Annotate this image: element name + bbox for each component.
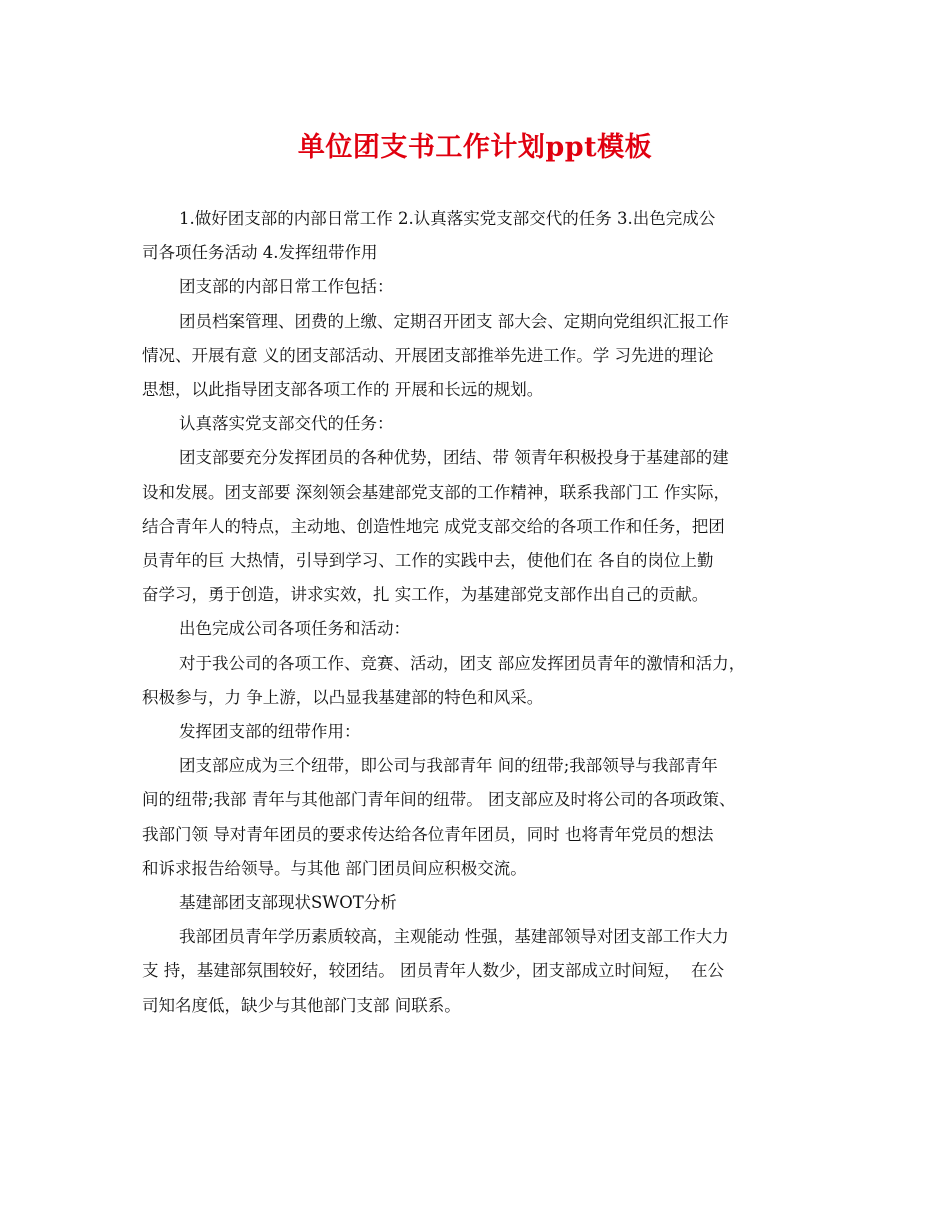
paragraph <box>142 886 812 920</box>
paragraph-line: 奋学习，勇于创造，讲求实效，扎 实工作，为基建部党支部作出自己的贡献。 <box>142 585 709 605</box>
paragraph-line: 对于我公司的各项工作、竞赛、活动，团支 部应发挥团员青年的激情和活力， <box>179 653 746 673</box>
paragraph-line: 间的纽带;我部 青年与其他部门青年间的纽带。 团支部应及时将公司的各项政策、 <box>142 790 736 810</box>
document-title: 单位团支书工作计划ppt模板 <box>297 132 653 163</box>
paragraph-line: 员青年的巨 大热情，引导到学习、工作的实践中去，使他们在 各自的岗位上勤 <box>142 551 714 571</box>
paragraph <box>142 612 812 646</box>
paragraph-line: 思想，以此指导团支部各项工作的 开展和长远的规划。 <box>142 380 544 400</box>
paragraph-line: 司知名度低，缺少与其他部门支部 间联系。 <box>142 995 461 1015</box>
paragraph <box>142 202 812 270</box>
paragraph <box>142 715 812 749</box>
paragraph-line: 和诉求报告给领导。与其他 部门团员间应积极交流。 <box>142 858 527 878</box>
paragraph-line: 设和发展。团支部要 深刻领会基建部党支部的工作精神，联系我部门工 作实际， <box>142 482 730 502</box>
paragraph <box>142 441 812 612</box>
paragraph <box>142 920 812 1023</box>
paragraph-line: 我部门领 导对青年团员的要求传达给各位青年团员，同时 也将青年党员的想法 <box>142 824 714 844</box>
paragraph-line: 认真落实党支部交代的任务： <box>179 414 394 434</box>
paragraph-line: 发挥团支部的纽带作用： <box>179 722 361 742</box>
paragraph-line: 团支部的内部日常工作包括： <box>179 277 394 297</box>
paragraph-line: 结合青年人的特点，主动地、创造性地完 成党支部交给的各项工作和任务，把团 <box>142 516 725 536</box>
paragraph <box>142 647 812 715</box>
paragraph <box>142 407 812 441</box>
paragraph-line: 司各项任务活动 4.发挥纽带作用 <box>142 243 378 263</box>
paragraph-line: 情况、开展有意 义的团支部活动、开展团支部推举先进工作。学 习先进的理论 <box>142 345 714 365</box>
paragraph-line: 出色完成公司各项任务和活动： <box>179 619 410 639</box>
paragraph-line: 支 持，基建部氛围较好，较团结。 团员青年人数少，团支部成立时间短， 在公 <box>142 961 724 981</box>
paragraph-line: 团员档案管理、团费的上缴、定期召开团支 部大会、定期向党组织汇报工作 <box>179 311 729 331</box>
paragraph <box>142 270 812 304</box>
paragraph <box>142 305 812 408</box>
paragraph <box>142 749 812 886</box>
paragraph-line: 基建部团支部现状SWOT分析 <box>179 893 397 913</box>
paragraph-line: 我部团员青年学历素质较高，主观能动 性强，基建部领导对团支部工作大力 <box>179 927 729 947</box>
paragraph-line: 积极参与，力 争上游，以凸显我基建部的特色和风采。 <box>142 687 544 707</box>
document-body <box>142 202 812 1023</box>
paragraph-line: 团支部要充分发挥团员的各种优势，团结、带 领青年积极投身于基建部的建 <box>179 448 729 468</box>
paragraph-line: 1.做好团支部的内部日常工作 2.认真落实党支部交代的任务 3.出色完成公 <box>179 209 716 228</box>
paragraph-line: 团支部应成为三个纽带，即公司与我部青年 间的纽带;我部领导与我部青年 <box>179 756 718 776</box>
